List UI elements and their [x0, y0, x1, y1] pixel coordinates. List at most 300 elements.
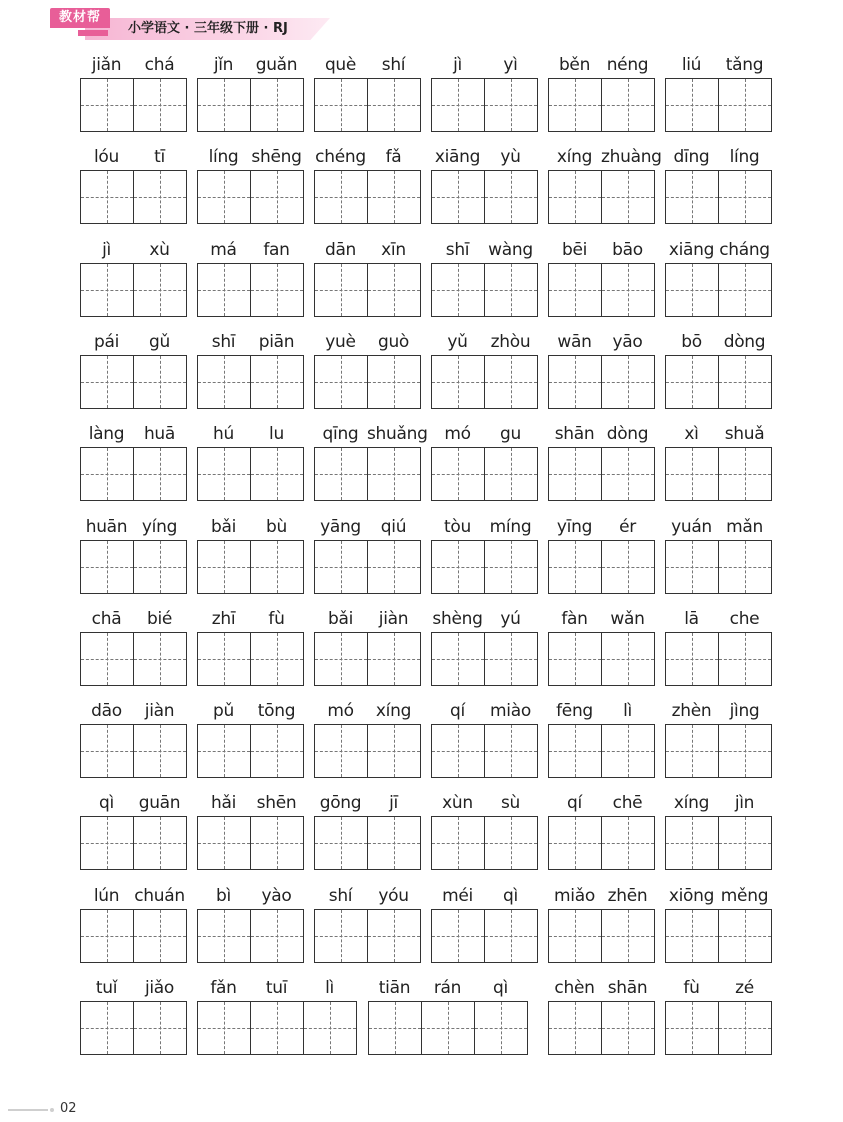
character-boxes [548, 724, 655, 778]
writing-box[interactable] [198, 356, 251, 408]
writing-box[interactable] [198, 448, 251, 500]
pinyin-syllable: guān [138, 793, 181, 814]
pinyin-line [314, 514, 421, 540]
writing-box[interactable] [81, 264, 134, 316]
writing-box[interactable] [602, 633, 655, 685]
pinyin-syllable: zhī [211, 608, 236, 629]
writing-box[interactable] [315, 633, 368, 685]
pinyin-line [314, 698, 421, 724]
word-group [665, 514, 772, 594]
writing-box[interactable] [485, 633, 538, 685]
writing-box[interactable] [549, 264, 602, 316]
writing-box[interactable] [432, 171, 485, 223]
writing-box[interactable] [368, 725, 421, 777]
character-boxes [80, 632, 187, 686]
pinyin-line [548, 329, 655, 355]
pinyin-syllable: shuǎ [724, 424, 765, 445]
writing-box[interactable] [719, 910, 772, 962]
writing-box[interactable] [198, 171, 251, 223]
writing-box[interactable] [432, 264, 485, 316]
word-group [314, 237, 421, 317]
character-boxes [197, 447, 304, 501]
pinyin-syllable: bō [681, 331, 702, 352]
writing-box[interactable] [666, 725, 719, 777]
pinyin-line [80, 606, 187, 632]
pinyin-syllable: wàng [488, 239, 533, 260]
pinyin-syllable: qì [493, 978, 508, 998]
pinyin-line [548, 144, 662, 170]
writing-box[interactable] [602, 79, 655, 131]
pinyin-syllable: yì [503, 55, 518, 75]
writing-box[interactable] [315, 910, 368, 962]
writing-box[interactable] [251, 356, 304, 408]
word-group [197, 975, 357, 1055]
character-boxes [197, 909, 304, 963]
pinyin-syllable: lún [93, 885, 120, 906]
writing-box[interactable] [432, 541, 485, 593]
writing-box[interactable] [666, 448, 719, 500]
word-group [314, 514, 421, 594]
writing-box[interactable] [666, 817, 719, 869]
pinyin-syllable: zhèn [671, 701, 712, 722]
writing-box[interactable] [304, 1002, 357, 1054]
writing-box[interactable] [485, 264, 538, 316]
writing-box[interactable] [602, 910, 655, 962]
pinyin-syllable: tī [154, 147, 165, 168]
writing-box[interactable] [485, 79, 538, 131]
character-boxes [80, 540, 187, 594]
pinyin-syllable: làng [88, 424, 125, 445]
character-boxes [548, 1001, 655, 1055]
pinyin-syllable: bēi [561, 239, 588, 260]
pinyin-syllable: qí [567, 793, 582, 814]
pinyin-syllable: jiàn [144, 701, 175, 722]
character-boxes [314, 78, 421, 132]
writing-box[interactable] [251, 79, 304, 131]
pinyin-syllable: yīng [556, 516, 593, 537]
writing-box[interactable] [485, 448, 538, 500]
word-group [314, 698, 421, 778]
pinyin-line [80, 883, 187, 909]
pinyin-line [197, 144, 304, 170]
writing-box[interactable] [134, 171, 187, 223]
writing-box[interactable] [549, 541, 602, 593]
writing-box[interactable] [432, 633, 485, 685]
writing-box[interactable] [81, 448, 134, 500]
character-boxes [548, 170, 655, 224]
pinyin-syllable: jì [102, 239, 111, 260]
pinyin-syllable: jì [453, 55, 462, 75]
writing-box[interactable] [666, 633, 719, 685]
writing-box[interactable] [134, 79, 187, 131]
writing-box[interactable] [432, 910, 485, 962]
pinyin-syllable: xíng [556, 147, 593, 168]
pinyin-syllable: chuán [134, 885, 185, 906]
word-group [431, 606, 538, 686]
pinyin-line [665, 421, 772, 447]
character-boxes [314, 355, 421, 409]
pinyin-line [548, 52, 655, 78]
writing-box[interactable] [368, 79, 421, 131]
word-group [548, 237, 655, 317]
pinyin-syllable: shī [211, 331, 236, 352]
word-group [197, 883, 304, 963]
writing-box[interactable] [432, 356, 485, 408]
word-group [548, 606, 655, 686]
writing-box[interactable] [315, 264, 368, 316]
character-boxes [80, 909, 187, 963]
word-group [665, 698, 772, 778]
writing-box[interactable] [134, 910, 187, 962]
writing-box[interactable] [369, 1002, 422, 1054]
writing-box[interactable] [315, 171, 368, 223]
writing-box[interactable] [719, 448, 772, 500]
pinyin-line [431, 329, 538, 355]
pinyin-syllable: yuán [671, 516, 712, 537]
writing-box[interactable] [251, 817, 304, 869]
pinyin-syllable: piān [258, 331, 295, 352]
pinyin-syllable: méi [442, 885, 473, 906]
writing-box[interactable] [134, 1002, 187, 1054]
word-group [548, 144, 662, 224]
writing-box[interactable] [719, 817, 772, 869]
character-boxes [431, 632, 538, 686]
pinyin-syllable: shī [445, 239, 470, 260]
writing-box[interactable] [81, 356, 134, 408]
character-boxes [197, 724, 304, 778]
writing-box[interactable] [549, 171, 602, 223]
pinyin-syllable: huā [143, 424, 176, 445]
writing-box[interactable] [602, 817, 655, 869]
writing-box[interactable] [475, 1002, 528, 1054]
writing-box[interactable] [368, 541, 421, 593]
pinyin-line [548, 975, 655, 1001]
character-boxes [314, 447, 421, 501]
writing-box[interactable] [134, 356, 187, 408]
pinyin-syllable: shí [381, 55, 406, 75]
pinyin-syllable: bù [266, 516, 287, 537]
writing-box[interactable] [549, 725, 602, 777]
writing-box[interactable] [81, 910, 134, 962]
writing-box[interactable] [368, 448, 421, 500]
writing-box[interactable] [198, 817, 251, 869]
writing-box[interactable] [602, 356, 655, 408]
pinyin-syllable: yāng [320, 516, 361, 537]
character-boxes [665, 724, 772, 778]
writing-box[interactable] [549, 910, 602, 962]
pinyin-syllable: che [729, 608, 760, 629]
writing-box[interactable] [368, 171, 421, 223]
writing-box[interactable] [134, 541, 187, 593]
writing-box[interactable] [485, 171, 538, 223]
word-group [80, 144, 187, 224]
word-group [665, 421, 772, 501]
writing-box[interactable] [198, 633, 251, 685]
pinyin-syllable: yóu [378, 885, 409, 906]
writing-box[interactable] [81, 1002, 134, 1054]
character-boxes [314, 909, 421, 963]
pinyin-syllable: tiān [378, 978, 411, 998]
pinyin-line [197, 421, 304, 447]
word-group [314, 52, 421, 132]
writing-box[interactable] [251, 264, 304, 316]
character-boxes [314, 816, 421, 870]
pinyin-line [665, 52, 772, 78]
word-group [431, 883, 538, 963]
pinyin-line [80, 237, 187, 263]
writing-box[interactable] [251, 633, 304, 685]
writing-box[interactable] [368, 356, 421, 408]
character-boxes [197, 355, 304, 409]
word-group [548, 883, 655, 963]
word-group [80, 883, 187, 963]
word-group [197, 698, 304, 778]
pinyin-syllable: shān [554, 424, 595, 445]
writing-box[interactable] [368, 633, 421, 685]
pinyin-line [431, 790, 538, 816]
writing-box[interactable] [549, 1002, 602, 1054]
writing-box[interactable] [666, 1002, 719, 1054]
pinyin-line [197, 606, 304, 632]
writing-box[interactable] [81, 725, 134, 777]
character-boxes [314, 170, 421, 224]
pinyin-line [314, 329, 421, 355]
pinyin-syllable: tuī [265, 978, 288, 998]
writing-box[interactable] [134, 817, 187, 869]
brand-badge: 教材帮 [50, 8, 110, 28]
pinyin-syllable: guò [377, 331, 410, 352]
pinyin-line [80, 329, 187, 355]
writing-box[interactable] [485, 725, 538, 777]
book-title: 小学语文 · 三年级下册 · RJ [128, 21, 288, 36]
pinyin-syllable: yú [500, 608, 521, 629]
word-group [665, 144, 772, 224]
pinyin-syllable: pǔ [213, 701, 234, 722]
writing-box[interactable] [485, 817, 538, 869]
word-group [314, 883, 421, 963]
pinyin-syllable: lu [269, 424, 284, 445]
writing-box[interactable] [251, 725, 304, 777]
word-group [431, 144, 538, 224]
pinyin-syllable: bāo [612, 239, 643, 260]
writing-box[interactable] [134, 633, 187, 685]
word-group [314, 329, 421, 409]
writing-box[interactable] [549, 79, 602, 131]
writing-box[interactable] [485, 356, 538, 408]
word-group [314, 421, 428, 501]
writing-box[interactable] [422, 1002, 475, 1054]
word-group [665, 329, 772, 409]
writing-box[interactable] [719, 79, 772, 131]
writing-box[interactable] [666, 541, 719, 593]
pinyin-syllable: yǔ [447, 331, 468, 352]
character-boxes [431, 78, 538, 132]
pinyin-syllable: bì [216, 885, 231, 906]
pinyin-line [431, 421, 538, 447]
pinyin-line [665, 883, 772, 909]
writing-box[interactable] [134, 264, 187, 316]
character-boxes [197, 632, 304, 686]
writing-box[interactable] [315, 541, 368, 593]
pinyin-syllable: yù [500, 147, 521, 168]
writing-box[interactable] [549, 633, 602, 685]
writing-box[interactable] [719, 264, 772, 316]
pinyin-line [80, 421, 187, 447]
word-group [80, 329, 187, 409]
writing-box[interactable] [432, 725, 485, 777]
word-group [197, 144, 304, 224]
writing-box[interactable] [81, 79, 134, 131]
pinyin-line [431, 606, 538, 632]
pinyin-line [665, 975, 772, 1001]
writing-box[interactable] [666, 79, 719, 131]
writing-box[interactable] [432, 79, 485, 131]
pinyin-syllable: xiāng [434, 147, 481, 168]
character-boxes [314, 724, 421, 778]
pinyin-syllable: qí [450, 701, 465, 722]
character-boxes [548, 632, 655, 686]
page-header [0, 0, 843, 50]
writing-box[interactable] [368, 817, 421, 869]
writing-box[interactable] [432, 817, 485, 869]
character-boxes [314, 263, 421, 317]
writing-box[interactable] [198, 1002, 251, 1054]
character-boxes [197, 263, 304, 317]
writing-box[interactable] [719, 725, 772, 777]
writing-box[interactable] [198, 79, 251, 131]
pinyin-syllable: xiōng [668, 885, 715, 906]
writing-box[interactable] [368, 910, 421, 962]
pinyin-line [80, 52, 187, 78]
pinyin-syllable: běn [558, 55, 591, 75]
writing-box[interactable] [198, 541, 251, 593]
writing-box[interactable] [602, 448, 655, 500]
writing-box[interactable] [602, 171, 655, 223]
writing-box[interactable] [666, 171, 719, 223]
pinyin-line [665, 144, 772, 170]
pinyin-syllable: mó [327, 701, 354, 722]
writing-box[interactable] [602, 264, 655, 316]
pinyin-syllable: miào [490, 701, 531, 722]
writing-box[interactable] [549, 356, 602, 408]
word-group [80, 514, 187, 594]
character-boxes [548, 816, 655, 870]
writing-box[interactable] [251, 1002, 304, 1054]
writing-box[interactable] [198, 725, 251, 777]
writing-box[interactable] [315, 356, 368, 408]
writing-box[interactable] [315, 725, 368, 777]
word-group [548, 421, 655, 501]
writing-box[interactable] [485, 541, 538, 593]
writing-box[interactable] [719, 1002, 772, 1054]
character-boxes [197, 170, 304, 224]
writing-box[interactable] [251, 910, 304, 962]
word-group [197, 790, 304, 870]
pinyin-syllable: lā [684, 608, 699, 629]
writing-box[interactable] [81, 633, 134, 685]
character-boxes [431, 724, 538, 778]
pinyin-line [431, 514, 538, 540]
pinyin-syllable: huān [85, 516, 128, 537]
pinyin-syllable: chē [612, 793, 643, 814]
writing-box[interactable] [719, 356, 772, 408]
writing-box[interactable] [198, 264, 251, 316]
pinyin-syllable: néng [606, 55, 649, 75]
writing-box[interactable] [666, 264, 719, 316]
pinyin-syllable: jiàn [378, 608, 409, 629]
word-group [80, 975, 187, 1055]
writing-box[interactable] [251, 171, 304, 223]
writing-box[interactable] [134, 725, 187, 777]
character-boxes [80, 170, 187, 224]
pinyin-syllable: fǎn [210, 978, 237, 998]
writing-box[interactable] [719, 171, 772, 223]
pinyin-line [431, 144, 538, 170]
pinyin-line [80, 514, 187, 540]
writing-box[interactable] [666, 910, 719, 962]
pinyin-line [197, 975, 357, 1001]
writing-box[interactable] [432, 448, 485, 500]
writing-box[interactable] [81, 817, 134, 869]
writing-box[interactable] [315, 448, 368, 500]
writing-box[interactable] [602, 725, 655, 777]
character-boxes [197, 540, 304, 594]
writing-box[interactable] [719, 633, 772, 685]
writing-box[interactable] [666, 356, 719, 408]
word-group [80, 52, 187, 132]
writing-box[interactable] [549, 448, 602, 500]
writing-box[interactable] [602, 541, 655, 593]
character-boxes [548, 909, 655, 963]
writing-box[interactable] [134, 448, 187, 500]
word-group [665, 606, 772, 686]
character-boxes [665, 1001, 772, 1055]
writing-box[interactable] [251, 541, 304, 593]
pinyin-line [80, 790, 187, 816]
character-boxes [80, 263, 187, 317]
character-boxes [548, 355, 655, 409]
character-boxes [431, 263, 538, 317]
character-boxes [80, 355, 187, 409]
character-boxes [431, 909, 538, 963]
word-group [431, 421, 538, 501]
writing-box[interactable] [315, 817, 368, 869]
writing-box[interactable] [198, 910, 251, 962]
pinyin-line [665, 237, 772, 263]
writing-box[interactable] [602, 1002, 655, 1054]
word-group [548, 975, 655, 1055]
writing-box[interactable] [485, 910, 538, 962]
pinyin-syllable: shēng [251, 147, 302, 168]
writing-box[interactable] [81, 171, 134, 223]
character-boxes [197, 816, 304, 870]
pinyin-line [548, 698, 655, 724]
pinyin-syllable: jī [389, 793, 398, 814]
pinyin-syllable: liú [681, 55, 702, 75]
writing-box[interactable] [549, 817, 602, 869]
writing-box[interactable] [251, 448, 304, 500]
writing-box[interactable] [719, 541, 772, 593]
character-boxes [665, 355, 772, 409]
word-group [665, 237, 772, 317]
pinyin-line [665, 606, 772, 632]
writing-box[interactable] [81, 541, 134, 593]
pinyin-syllable: líng [729, 147, 760, 168]
character-boxes [431, 816, 538, 870]
pinyin-syllable: ér [619, 516, 636, 537]
writing-box[interactable] [368, 264, 421, 316]
writing-box[interactable] [315, 79, 368, 131]
